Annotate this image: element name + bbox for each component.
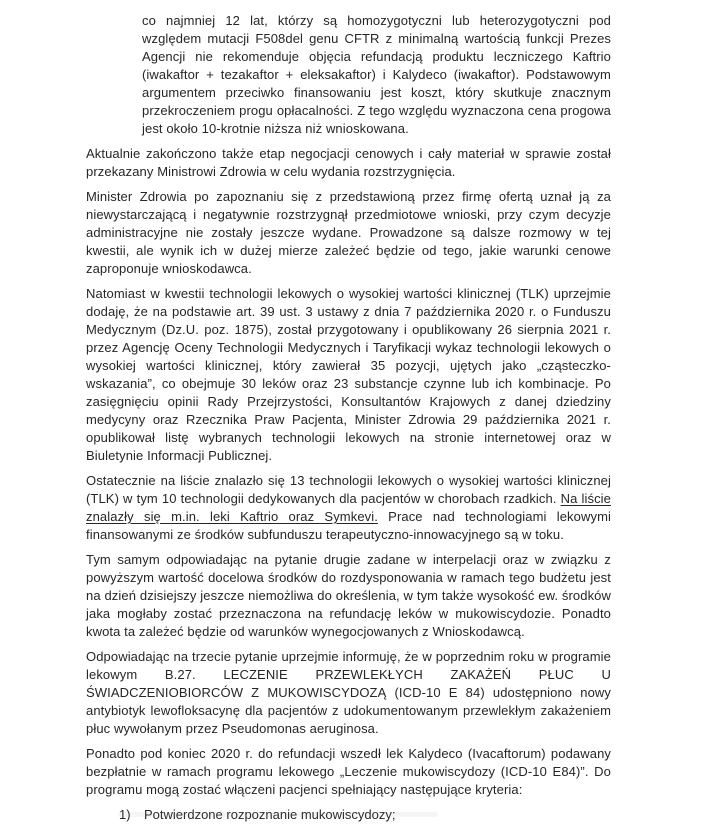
final-tlk-list-text-before: Ostatecznie na liście znalazło się 13 technologii lekowych o wysokiej wartości klinicznej (TLK) w tym 10 technologii dedykowanych dla pacjentów w chorobach rzadkich. (86, 473, 611, 506)
paragraph-minister-decision: Minister Zdrowia po zapoznaniu się z przedstawioną przez firmę ofertą uznał ją za niewystarczającą i negatywnie rozstrzygnął przedmiotowe wnioski, przy czym decyzje administracyjne nie zostały jeszcze wydane. Prowadzone są dalsze rozmowy w tej kwestii, ale wynik ich w dużej mierze zależeć będzie od tego, jakie warunki cenowe zaproponuje wnioskodawca. (86, 189, 611, 276)
paragraph-kalydeco-refund: Ponadto pod koniec 2020 r. do refundacji wszedł lek Kalydeco (Ivacaftorum) podawany bezpłatnie w ramach programu lekowego „Leczenie mukowiscydozy (ICD-10 E84)”. Do programu mogą zostać włączeni pacjenci spełniający następujące kryteria: (86, 746, 611, 797)
paragraph-budget-answer: Tym samym odpowiadając na pytanie drugie zadane w interpelacji oraz w związku z powyższym wartość docelowa środków do rozdysponowania w ramach tego budżetu jest na dzień dzisiejszy jeszcze niemożliwa do określenia, w tym także wysokość ew. środków jaka mogłaby zostać przeznaczona na refundację leków w mukowiscydozie. Ponadto kwota ta zależeć będzie od warunków wynegocjowanych z Wnioskodawcą. (86, 552, 611, 639)
paragraph-quote-cftr-recommendation: co najmniej 12 lat, którzy są homozygotyczni lub heterozygotyczni pod względem mutacji F508del genu CFTR z minimalną wartością funkcji Prezes Agencji nie rekomenduje objęcia refundacją produktu leczniczego Kaftrio (iwakaftor + tezakaftor + eleksakaftor) i Kalydeco (iwakaftor). Podstawowym argumentem przeciwko finansowaniu jest koszt, który skutkuje znacznym przekroczeniem progu opłacalności. Z tego względu wyznaczona cena progowa jest około 10-krotnie niższa niż wnioskowana. (142, 13, 611, 136)
list-item-text: Potwierdzone rozpoznanie mukowiscydozy; (144, 807, 396, 822)
paragraph-program-b27: Odpowiadając na trzecie pytanie uprzejmie informuję, że w poprzednim roku w programie lekowym B.27. LECZENIE PRZEWLEKŁYCH ZAKAŻEŃ PŁUC U ŚWIADCZENIOBIORCÓW Z MUKOWISCYDOZĄ (ICD-10 E 84) udostępniono nowy antybiotyk lewofloksacynę dla pacjentów z udokumentowanym przewlekłym zakażeniem płuc wywołanym przez Pseudomonas aeruginosa. (86, 649, 611, 736)
paragraph-price-negotiations: Aktualnie zakończono także etap negocjacji cenowych i cały materiał w sprawie został przekazany Ministrowi Zdrowia w celu wydania rozstrzygnięcia. (86, 146, 611, 179)
faint-cutoff-next-line (118, 812, 438, 817)
final-tlk-list-underlined-sentence: Na liście znalazły się m.in. leki Kaftrio oraz Symkevi. (86, 491, 611, 524)
final-tlk-list-text-after: Prace nad technologiami lekowymi finansowanymi ze środków subfunduszu terapeutyczno-innowacyjnego są w toku. (86, 509, 611, 542)
paragraph-final-tlk-list (86, 472, 611, 544)
list-item-marker: 1) (119, 807, 131, 822)
paragraph-tlk-medical-fund: Natomiast w kwestii technologii lekowych o wysokiej wartości klinicznej (TLK) uprzejmie dodaję, że na podstawie art. 39 ust. 3 ustawy z dnia 7 października 2020 r. o Funduszu Medycznym (Dz.U. poz. 1875), został przygotowany i opublikowany 26 sierpnia 2021 r. przez Agencję Oceny Technologii Medycznych i Taryfikacji wykaz technologii lekowych o wysokiej wartości klinicznej, który zawierał 35 pozycji, ujętych jako „cząsteczko-wskazania”, co obejmuje 30 leków oraz 23 substancje czynne lub ich kombinacje. Po zasięgnięciu opinii Rady Przejrzystości, Konsultantów Krajowych z danej dziedziny medycyny oraz Rzecznika Praw Pacjenta, Minister Zdrowia 29 października 2021 r. opublikował listę wybranych technologii lekowych na stronie internetowej oraz w Biuletynie Informacji Publicznej. (86, 286, 611, 463)
document-text-block (86, 12, 611, 824)
